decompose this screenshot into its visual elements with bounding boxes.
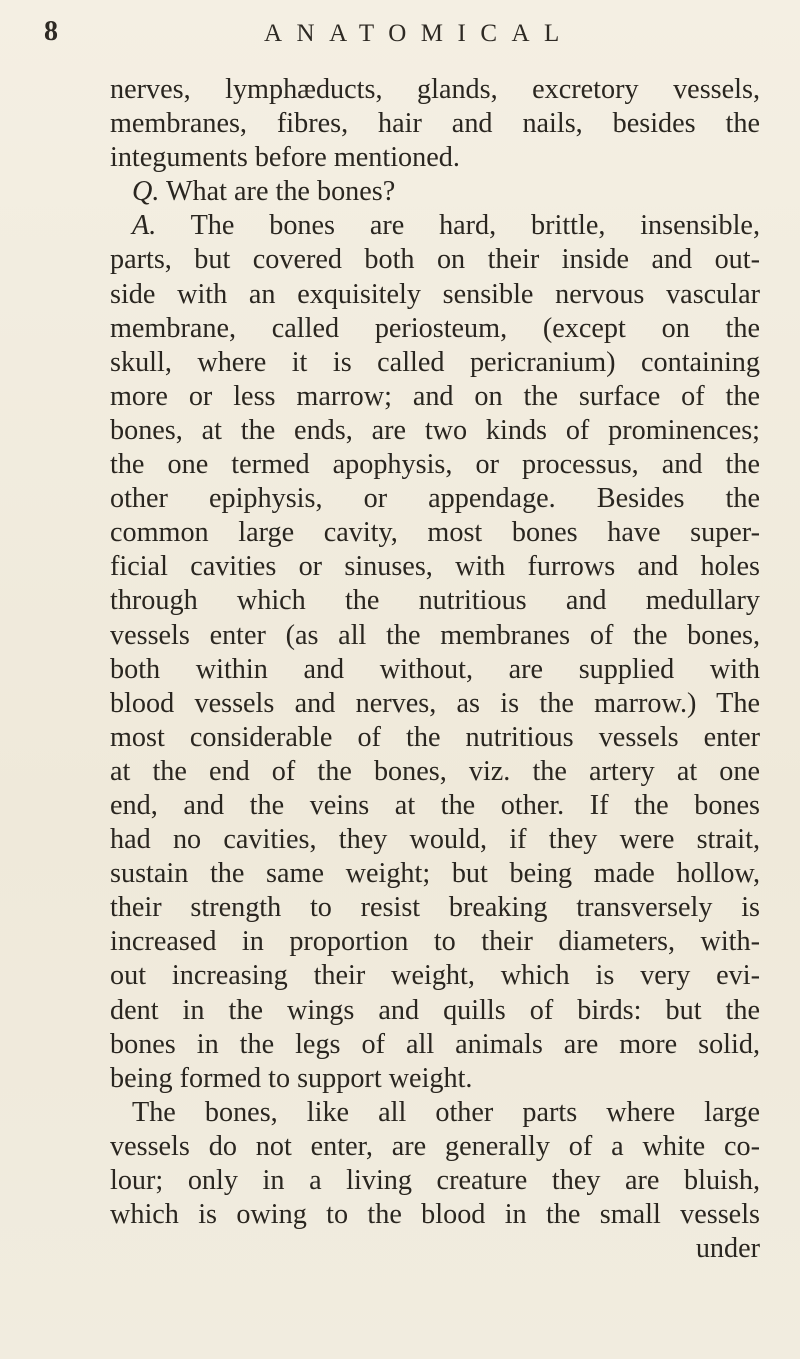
text-line: blood vessels and nerves, as is the marrow.) The <box>110 687 760 719</box>
text-line: at the end of the bones, viz. the artery at one <box>110 755 760 787</box>
text-line: sustain the same weight; but being made hollow, <box>110 858 760 890</box>
text-line: common large cavity, most bones have super- <box>110 517 760 549</box>
text-line: dent in the wings and quills of birds: but the <box>110 994 760 1026</box>
text-line: their strength to resist breaking transversely is <box>110 892 760 924</box>
text-line: lour; only in a living creature they are bluish, <box>110 1165 760 1196</box>
answer-line <box>110 209 760 243</box>
catchword: under <box>695 1233 760 1265</box>
text-line: end, and the veins at the other. If the bones <box>110 789 760 821</box>
text-line: integuments before mentioned. <box>110 142 460 174</box>
text-line: which is owing to the blood in the small vessels <box>110 1199 760 1231</box>
text-line: membranes, fibres, hair and nails, besides the <box>110 108 760 140</box>
text-line: bones in the legs of all animals are more solid, <box>110 1028 760 1060</box>
text-line: The bones, like all other parts where large <box>132 1096 760 1128</box>
text-line: increased in proportion to their diameters, with- <box>110 926 760 958</box>
text-line: being formed to support weight. <box>110 1062 473 1094</box>
text-line: through which the nutritious and medullary <box>110 585 760 617</box>
text-line: other epiphysis, or appendage. Besides the <box>110 483 760 515</box>
text-line: had no cavities, they would, if they were strait, <box>110 824 760 856</box>
question-marker: Q. <box>132 176 160 208</box>
body-text <box>110 73 760 1266</box>
text-line: most considerable of the nutritious vessels enter <box>110 721 760 753</box>
text-line: vessels enter (as all the membranes of the bones, <box>110 619 760 651</box>
text-line: vessels do not enter, are generally of a white co- <box>110 1130 760 1162</box>
question-text: What are the bones? <box>165 176 396 208</box>
text-line: ficial cavities or sinuses, with furrows and holes <box>110 551 760 583</box>
question-line <box>110 175 760 209</box>
text-line: parts, but covered both on their inside and out- <box>110 244 760 276</box>
answer-text: The bones are hard, brittle, insensible, <box>190 210 760 242</box>
text-line: membrane, called periosteum, (except on the <box>110 312 760 344</box>
text-line: the one termed apophysis, or processus, and the <box>110 449 760 481</box>
text-line: both within and without, are supplied with <box>110 653 760 685</box>
page-number: 8 <box>44 16 58 47</box>
answer-marker: A. <box>132 210 157 242</box>
text-line: nerves, lymphæducts, glands, excretory vessels, <box>110 74 760 105</box>
text-line: side with an exquisitely sensible nervous vascular <box>110 278 760 310</box>
page-header <box>0 14 800 58</box>
text-line: more or less marrow; and on the surface of the <box>110 380 760 412</box>
text-line: bones, at the ends, are two kinds of prominences; <box>110 414 760 446</box>
text-line: out increasing their weight, which is very evi- <box>110 960 760 992</box>
text-line: skull, where it is called pericranium) containing <box>110 346 760 378</box>
running-head: ANATOMICAL <box>264 20 574 47</box>
